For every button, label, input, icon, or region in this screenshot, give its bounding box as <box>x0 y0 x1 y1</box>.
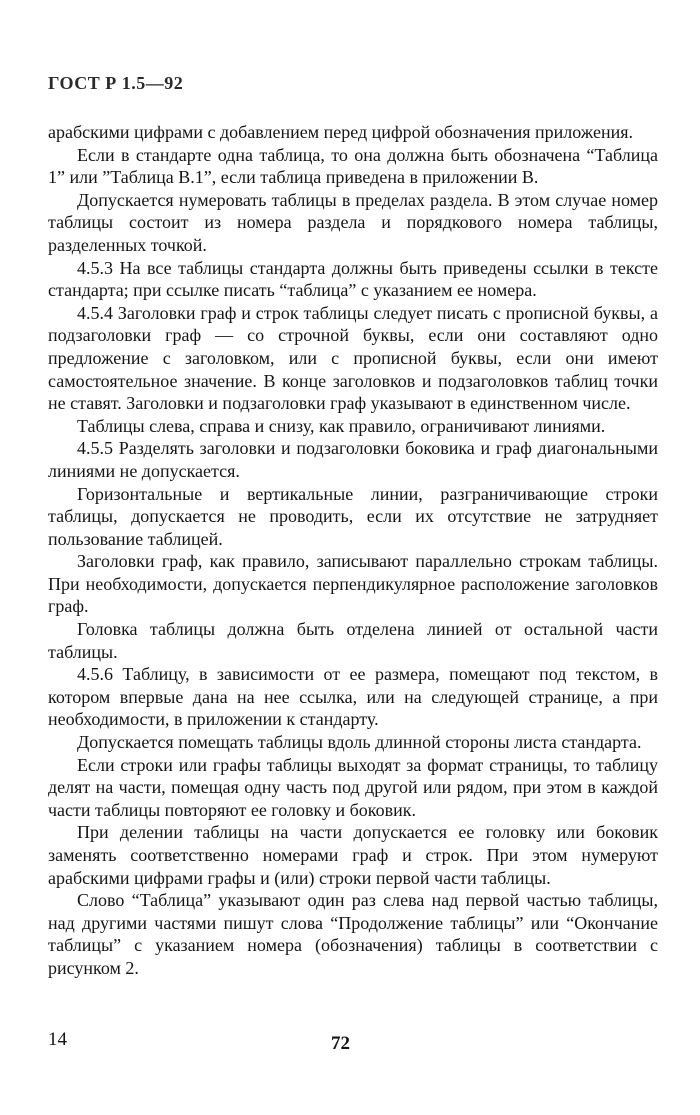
paragraph: Допускается помещать таблицы вдоль длинной стороны листа стандарта. <box>77 732 642 753</box>
paragraph: арабскими цифрами с добавлением перед цифрой обозначения приложения. <box>48 122 634 142</box>
paragraph: При делении таблицы на части допускается ее головку или боковик заменять соответственно номерами граф и строк. При этом нумеруют арабскими цифрами графы и (или) строки первой части таблицы. <box>48 822 658 888</box>
document-header: ГОСТ Р 1.5—92 <box>48 73 184 93</box>
paragraph: Допускается нумеровать таблицы в пределах раздела. В этом случае номер таблицы состоит из номера раздела и порядкового номера таблицы, разделенных точкой. <box>48 189 658 255</box>
paragraph: Если строки или графы таблицы выходят за формат страницы, то таблицу делят на части, помещая одну часть под другой или рядом, при этом в каждой части таблицы повторяют ее головку и боковик. <box>48 754 658 820</box>
paragraph: 4.5.4 Заголовки граф и строк таблицы следует писать с прописной буквы, а подзаголовки граф — со строчной буквы, если они составляют одно предложение с заголовком, или с прописной буквы, если они имеют самостоятельное значение. В конце заголовков и подзаголовков таблиц точки не ставят. Заголовки и подзаголовки граф указывают в единственном числе. <box>48 302 658 414</box>
paragraph: 4.5.5 Разделять заголовки и подзаголовки боковика и граф диагональными линиями не допускается. <box>48 438 658 481</box>
paragraph: Заголовки граф, как правило, записывают параллельно строкам таблицы. При необходимости, допускается перпендикулярное расположение заголовков граф. <box>48 551 658 617</box>
paragraph: Если в стандарте одна таблица, то она должна быть обозначена “Таблица 1” или ”Таблица В.1”, если таблица приведена в приложении В. <box>48 144 658 188</box>
paragraph: Головка таблицы должна быть отделена линией от остальной части таблицы. <box>48 619 658 662</box>
paragraph: Таблицы слева, справа и снизу, как правило, ограничивают линиями. <box>77 415 606 436</box>
page-number: 14 <box>48 1029 67 1050</box>
body-text <box>48 121 658 980</box>
paragraph: 4.5.6 Таблицу, в зависимости от ее размера, помещают под текстом, в котором впервые дана на нее ссылка, или на следующей странице, а при необходимости, в приложении к стандарту. <box>48 664 658 730</box>
sheet-number: 72 <box>331 1033 350 1054</box>
paragraph: 4.5.3 На все таблицы стандарта должны быть приведены ссылки в тексте стандарта; при ссылке писать “таблица” с указанием ее номера. <box>48 257 658 301</box>
paragraph: Слово “Таблица” указывают один раз слева над первой частью таблицы, над другими частями пишут слова “Продолжение таблицы” или “Окончание таблицы” с указанием номера (обозначения) таблицы в соответствии с рисунком 2. <box>48 890 658 978</box>
paragraph: Горизонтальные и вертикальные линии, разграничивающие строки таблицы, допускается не проводить, если их отсутствие не затрудняет пользование таблицей. <box>48 483 658 549</box>
